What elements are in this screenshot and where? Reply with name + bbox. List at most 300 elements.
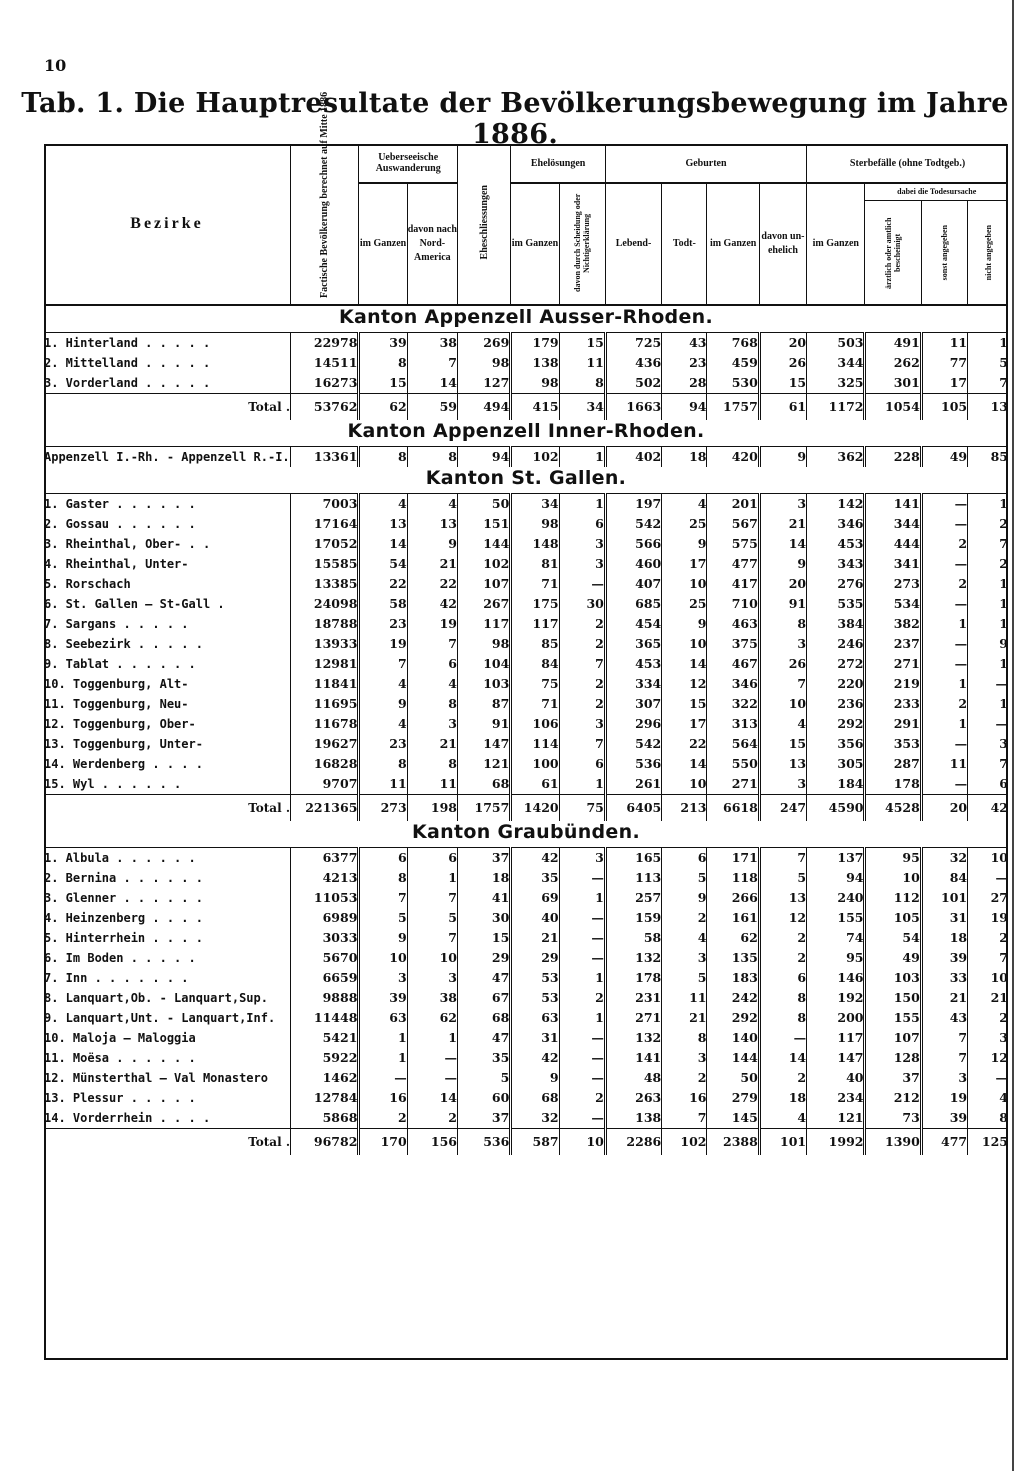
value-cell: 8	[359, 868, 407, 888]
value-cell: —	[921, 654, 967, 674]
value-cell: 1172	[807, 394, 865, 421]
value-cell: 201	[707, 494, 759, 515]
value-cell: 5	[359, 908, 407, 928]
value-cell: 276	[807, 574, 865, 594]
district-name: 3. Rheinthal, Ober- . .	[44, 537, 211, 551]
header-todesursache-cols	[865, 201, 1008, 304]
value-cell: 5	[968, 353, 1008, 373]
value-cell: 40	[511, 908, 559, 928]
value-cell: 9	[511, 1068, 559, 1088]
value-cell: 141	[865, 494, 921, 515]
value-cell: 6618	[707, 795, 759, 822]
table-row	[44, 868, 1008, 888]
header-eheschliessungen	[458, 144, 511, 305]
value-cell: 242	[707, 988, 759, 1008]
header-nicht: nicht angegeben	[983, 224, 993, 281]
value-cell: 7	[407, 928, 457, 948]
value-cell: 444	[865, 534, 921, 554]
value-cell: 84	[921, 868, 967, 888]
value-cell: 19	[968, 908, 1008, 928]
value-cell: 271	[605, 1008, 661, 1028]
table-row	[44, 494, 1008, 515]
value-cell: 121	[807, 1108, 865, 1129]
value-cell: 1992	[807, 1129, 865, 1156]
value-cell: 98	[511, 514, 559, 534]
header-geburten: Geburten	[605, 144, 806, 183]
value-cell: 2286	[605, 1129, 661, 1156]
value-cell: 15	[759, 734, 806, 754]
header-bevoelkerung	[291, 91, 359, 305]
value-cell: 10	[759, 694, 806, 714]
district-name: 4. Rheinthal, Unter-	[44, 557, 189, 571]
value-cell: 346	[707, 674, 759, 694]
value-cell: 271	[707, 774, 759, 795]
value-cell: 2	[559, 634, 605, 654]
value-cell: 67	[458, 988, 511, 1008]
value-cell: 147	[458, 734, 511, 754]
value-cell: 12981	[291, 654, 359, 674]
value-cell: 144	[458, 534, 511, 554]
value-cell: 50	[458, 494, 511, 515]
value-cell: 106	[511, 714, 559, 734]
value-cell: 3	[968, 1028, 1008, 1048]
value-cell: 18	[759, 1088, 806, 1108]
value-cell: —	[559, 868, 605, 888]
district-name: 11. Toggenburg, Neu-	[44, 697, 189, 711]
value-cell: 151	[458, 514, 511, 534]
value-cell: 74	[807, 928, 865, 948]
value-cell: 307	[605, 694, 661, 714]
table-row	[44, 674, 1008, 694]
table-row	[44, 447, 1008, 468]
district-name: 5. Hinterrhein . . . .	[44, 931, 203, 945]
value-cell: 34	[511, 494, 559, 515]
value-cell: —	[559, 928, 605, 948]
section-title: Kanton Graubünden.	[412, 821, 640, 843]
value-cell: 18	[921, 928, 967, 948]
value-cell: 192	[807, 988, 865, 1008]
value-cell: 292	[807, 714, 865, 734]
value-cell: 536	[458, 1129, 511, 1156]
value-cell: 231	[605, 988, 661, 1008]
value-cell: 26	[759, 353, 806, 373]
value-cell: 2	[359, 1108, 407, 1129]
value-cell: —	[921, 514, 967, 534]
district-name: Total .	[44, 1129, 291, 1156]
value-cell: 2	[662, 1068, 707, 1088]
value-cell: 453	[807, 534, 865, 554]
value-cell: 1757	[707, 394, 759, 421]
value-cell: 42	[511, 1048, 559, 1068]
value-cell: 685	[605, 594, 661, 614]
value-cell: 9	[359, 694, 407, 714]
value-cell: 467	[707, 654, 759, 674]
value-cell: 313	[707, 714, 759, 734]
value-cell: 477	[921, 1129, 967, 1156]
value-cell: 17	[662, 554, 707, 574]
value-cell: 178	[605, 968, 661, 988]
district-name: 8. Seebezirk . . . . .	[44, 637, 203, 651]
value-cell: 20	[759, 333, 806, 354]
value-cell: 16828	[291, 754, 359, 774]
value-cell: 2388	[707, 1129, 759, 1156]
value-cell: 3	[759, 774, 806, 795]
value-cell: 47	[458, 968, 511, 988]
value-cell: 9	[759, 447, 806, 468]
value-cell: 26	[759, 654, 806, 674]
value-cell: 68	[458, 774, 511, 795]
value-cell: 2	[407, 1108, 457, 1129]
value-cell: 3	[968, 734, 1008, 754]
header-unehelich: davon un-ehelich	[759, 183, 806, 305]
table-row	[44, 333, 1008, 354]
value-cell: 22	[662, 734, 707, 754]
table-row	[44, 694, 1008, 714]
value-cell: 69	[511, 888, 559, 908]
value-cell: 9707	[291, 774, 359, 795]
value-cell: 161	[707, 908, 759, 928]
value-cell: 6377	[291, 848, 359, 869]
value-cell: —	[559, 1068, 605, 1088]
value-cell: 197	[605, 494, 661, 515]
page-title: Tab. 1. Die Hauptresultate der Bevölkerungsbewegung im Jahre 1886.	[21, 88, 1009, 150]
value-cell: 114	[511, 734, 559, 754]
value-cell: 7	[921, 1028, 967, 1048]
value-cell: 132	[605, 948, 661, 968]
value-cell: 10	[359, 948, 407, 968]
value-cell: 346	[807, 514, 865, 534]
value-cell: 219	[865, 674, 921, 694]
value-cell: 3	[662, 948, 707, 968]
value-cell: 23	[359, 614, 407, 634]
value-cell: 279	[707, 1088, 759, 1108]
value-cell: 14	[759, 534, 806, 554]
value-cell: 7	[407, 353, 457, 373]
value-cell: 63	[511, 1008, 559, 1028]
district-name: 1. Gaster . . . . . .	[44, 497, 196, 511]
table-row	[44, 1048, 1008, 1068]
value-cell: 10	[559, 1129, 605, 1156]
value-cell: 30	[458, 908, 511, 928]
value-cell: 567	[707, 514, 759, 534]
value-cell: 534	[865, 594, 921, 614]
value-cell: 3	[359, 968, 407, 988]
table-row	[44, 928, 1008, 948]
value-cell: —	[559, 574, 605, 594]
value-cell: 41	[458, 888, 511, 908]
value-cell: 7	[359, 888, 407, 908]
value-cell: 1	[407, 868, 457, 888]
value-cell: 102	[458, 554, 511, 574]
value-cell: 3	[407, 714, 457, 734]
district-name: 3. Glenner . . . . . .	[44, 891, 203, 905]
value-cell: 587	[511, 1129, 559, 1156]
value-cell: 5	[407, 908, 457, 928]
district-name: 2. Bernina . . . . . .	[44, 871, 203, 885]
value-cell: 37	[458, 848, 511, 869]
value-cell: 68	[458, 1008, 511, 1028]
value-cell: 49	[865, 948, 921, 968]
value-cell: 101	[759, 1129, 806, 1156]
value-cell: 101	[921, 888, 967, 908]
value-cell: 11	[407, 774, 457, 795]
value-cell: 1	[559, 494, 605, 515]
value-cell: 5922	[291, 1048, 359, 1068]
value-cell: 233	[865, 694, 921, 714]
district-name: 7. Inn . . . . . . .	[44, 971, 189, 985]
value-cell: 344	[865, 514, 921, 534]
header-bezirke: Bezirke	[44, 144, 291, 305]
district-name: 14. Vorderrhein . . . .	[44, 1111, 211, 1125]
value-cell: 42	[407, 594, 457, 614]
value-cell: 16	[662, 1088, 707, 1108]
value-cell: 3	[559, 534, 605, 554]
value-cell: 35	[511, 868, 559, 888]
district-name: 2. Gossau . . . . . .	[44, 517, 196, 531]
value-cell: 1	[921, 714, 967, 734]
value-cell: 4	[359, 714, 407, 734]
table-row	[44, 988, 1008, 1008]
value-cell: 8	[559, 373, 605, 394]
value-cell: 20	[759, 574, 806, 594]
value-cell: 13	[359, 514, 407, 534]
value-cell: 494	[458, 394, 511, 421]
value-cell: 2	[559, 674, 605, 694]
value-cell: 301	[865, 373, 921, 394]
value-cell: 2	[921, 534, 967, 554]
value-cell: 28	[662, 373, 707, 394]
value-cell: 141	[605, 1048, 661, 1068]
value-cell: 85	[511, 634, 559, 654]
value-cell: 37	[458, 1108, 511, 1129]
value-cell: —	[559, 908, 605, 928]
value-cell: 159	[605, 908, 661, 928]
value-cell: 107	[458, 574, 511, 594]
value-cell: 98	[511, 373, 559, 394]
value-cell: 5	[662, 868, 707, 888]
value-cell: 436	[605, 353, 661, 373]
table-row	[44, 574, 1008, 594]
value-cell: 273	[359, 795, 407, 822]
value-cell: 1	[559, 888, 605, 908]
value-cell: 305	[807, 754, 865, 774]
value-cell: 7	[559, 654, 605, 674]
value-cell: 10	[865, 868, 921, 888]
value-cell: 21	[968, 988, 1008, 1008]
value-cell: 3	[662, 1048, 707, 1068]
value-cell: 16	[359, 1088, 407, 1108]
section-heading-row	[44, 821, 1008, 843]
value-cell: 271	[865, 654, 921, 674]
value-cell: 356	[807, 734, 865, 754]
section-heading-row	[44, 305, 1008, 328]
value-cell: 38	[407, 333, 457, 354]
value-cell: 1420	[511, 795, 559, 822]
value-cell: —	[759, 1028, 806, 1048]
value-cell: 221365	[291, 795, 359, 822]
header-todesursache: dabei die Todesursache	[865, 184, 1008, 201]
value-cell: —	[921, 634, 967, 654]
value-cell: —	[921, 494, 967, 515]
value-cell: 542	[605, 734, 661, 754]
value-cell: 25	[662, 514, 707, 534]
value-cell: 10	[662, 774, 707, 795]
table-row	[44, 754, 1008, 774]
value-cell: 14	[759, 1048, 806, 1068]
value-cell: 91	[759, 594, 806, 614]
section-title: Kanton St. Gallen.	[425, 467, 627, 489]
value-cell: 9	[662, 534, 707, 554]
value-cell: 17164	[291, 514, 359, 534]
value-cell: 725	[605, 333, 661, 354]
value-cell: 6	[968, 774, 1008, 795]
value-cell: 3	[759, 634, 806, 654]
value-cell: 1	[559, 968, 605, 988]
value-cell: 15	[759, 373, 806, 394]
value-cell: 112	[865, 888, 921, 908]
value-cell: 1	[968, 574, 1008, 594]
value-cell: 7	[759, 674, 806, 694]
table-row	[44, 554, 1008, 574]
value-cell: 145	[707, 1108, 759, 1129]
district-name: 2. Mittelland . . . . .	[44, 356, 211, 370]
value-cell: 1	[921, 674, 967, 694]
value-cell: 15	[662, 694, 707, 714]
value-cell: —	[407, 1048, 457, 1068]
value-cell: 8	[662, 1028, 707, 1048]
value-cell: 102	[511, 447, 559, 468]
header-aerztlich: ärztlich oder amtlich bescheinigt	[884, 216, 903, 289]
value-cell: 1	[407, 1028, 457, 1048]
district-name: 13. Toggenburg, Unter-	[44, 737, 203, 751]
value-cell: 8	[359, 353, 407, 373]
value-cell: 39	[359, 988, 407, 1008]
value-cell: 165	[605, 848, 661, 869]
value-cell: 2	[559, 614, 605, 634]
value-cell: 21	[511, 928, 559, 948]
value-cell: 3	[559, 714, 605, 734]
district-name: 15. Wyl . . . . . .	[44, 777, 182, 791]
table-row	[44, 908, 1008, 928]
value-cell: 178	[865, 774, 921, 795]
value-cell: 146	[807, 968, 865, 988]
value-cell: 272	[807, 654, 865, 674]
value-cell: 4	[759, 714, 806, 734]
value-cell: 85	[968, 447, 1008, 468]
value-cell: 39	[921, 948, 967, 968]
value-cell: 75	[559, 795, 605, 822]
value-cell: 8	[968, 1108, 1008, 1129]
value-cell: 23	[662, 353, 707, 373]
value-cell: 291	[865, 714, 921, 734]
value-cell: 16273	[291, 373, 359, 394]
value-cell: 7	[921, 1048, 967, 1068]
value-cell: 24098	[291, 594, 359, 614]
value-cell: 54	[359, 554, 407, 574]
value-cell: 1054	[865, 394, 921, 421]
value-cell: 30	[559, 594, 605, 614]
section-heading-row	[44, 420, 1008, 442]
value-cell: 2	[968, 1008, 1008, 1028]
value-cell: 156	[407, 1129, 457, 1156]
value-cell: 246	[807, 634, 865, 654]
value-cell: 31	[921, 908, 967, 928]
value-cell: 384	[807, 614, 865, 634]
value-cell: 10	[968, 848, 1008, 869]
page-number: 10	[44, 56, 67, 75]
value-cell: 365	[605, 634, 661, 654]
value-cell: 50	[707, 1068, 759, 1088]
value-cell: 63	[359, 1008, 407, 1028]
value-cell: 10	[968, 968, 1008, 988]
value-cell: 54	[865, 928, 921, 948]
value-cell: 322	[707, 694, 759, 714]
value-cell: 91	[458, 714, 511, 734]
value-cell: 13	[759, 888, 806, 908]
header-sterbefaelle: Sterbefälle (ohne Todtgeb.)	[807, 144, 1008, 183]
value-cell: 34	[559, 394, 605, 421]
value-cell: 102	[662, 1129, 707, 1156]
value-cell: 121	[458, 754, 511, 774]
value-cell: 25	[662, 594, 707, 614]
value-cell: 22978	[291, 333, 359, 354]
value-cell: 7	[662, 1108, 707, 1129]
value-cell: 1	[968, 614, 1008, 634]
value-cell: 13	[759, 754, 806, 774]
district-name: 7. Sargans . . . . .	[44, 617, 189, 631]
value-cell: 1	[559, 774, 605, 795]
value-cell: 503	[807, 333, 865, 354]
district-name: Total .	[44, 795, 291, 822]
value-cell: 117	[511, 614, 559, 634]
value-cell: —	[921, 594, 967, 614]
value-cell: 11841	[291, 674, 359, 694]
value-cell: 21	[921, 988, 967, 1008]
value-cell: 6	[407, 848, 457, 869]
header-sonst: sonst angegeben	[940, 224, 950, 281]
value-cell: 267	[458, 594, 511, 614]
value-cell: 62	[359, 394, 407, 421]
value-cell: 29	[458, 948, 511, 968]
table-row	[44, 654, 1008, 674]
value-cell: 10	[662, 574, 707, 594]
value-cell: —	[921, 774, 967, 795]
value-cell: 273	[865, 574, 921, 594]
value-cell: 6	[759, 968, 806, 988]
table-row	[44, 534, 1008, 554]
value-cell: 9	[968, 634, 1008, 654]
value-cell: 2	[921, 694, 967, 714]
value-cell: 2	[559, 988, 605, 1008]
value-cell: 37	[865, 1068, 921, 1088]
value-cell: 170	[359, 1129, 407, 1156]
value-cell: 81	[511, 554, 559, 574]
value-cell: 104	[458, 654, 511, 674]
value-cell: 212	[865, 1088, 921, 1108]
value-cell: 1462	[291, 1068, 359, 1088]
value-cell: 103	[865, 968, 921, 988]
value-cell: 1	[359, 1048, 407, 1068]
value-cell: 9	[662, 888, 707, 908]
value-cell: 11448	[291, 1008, 359, 1028]
table-row	[44, 1028, 1008, 1048]
value-cell: 14	[359, 534, 407, 554]
value-cell: 12784	[291, 1088, 359, 1108]
value-cell: 11	[662, 988, 707, 1008]
district-name: 9. Lanquart,Unt. - Lanquart,Inf.	[44, 1011, 276, 1025]
value-cell: 17	[662, 714, 707, 734]
value-cell: 6	[559, 514, 605, 534]
